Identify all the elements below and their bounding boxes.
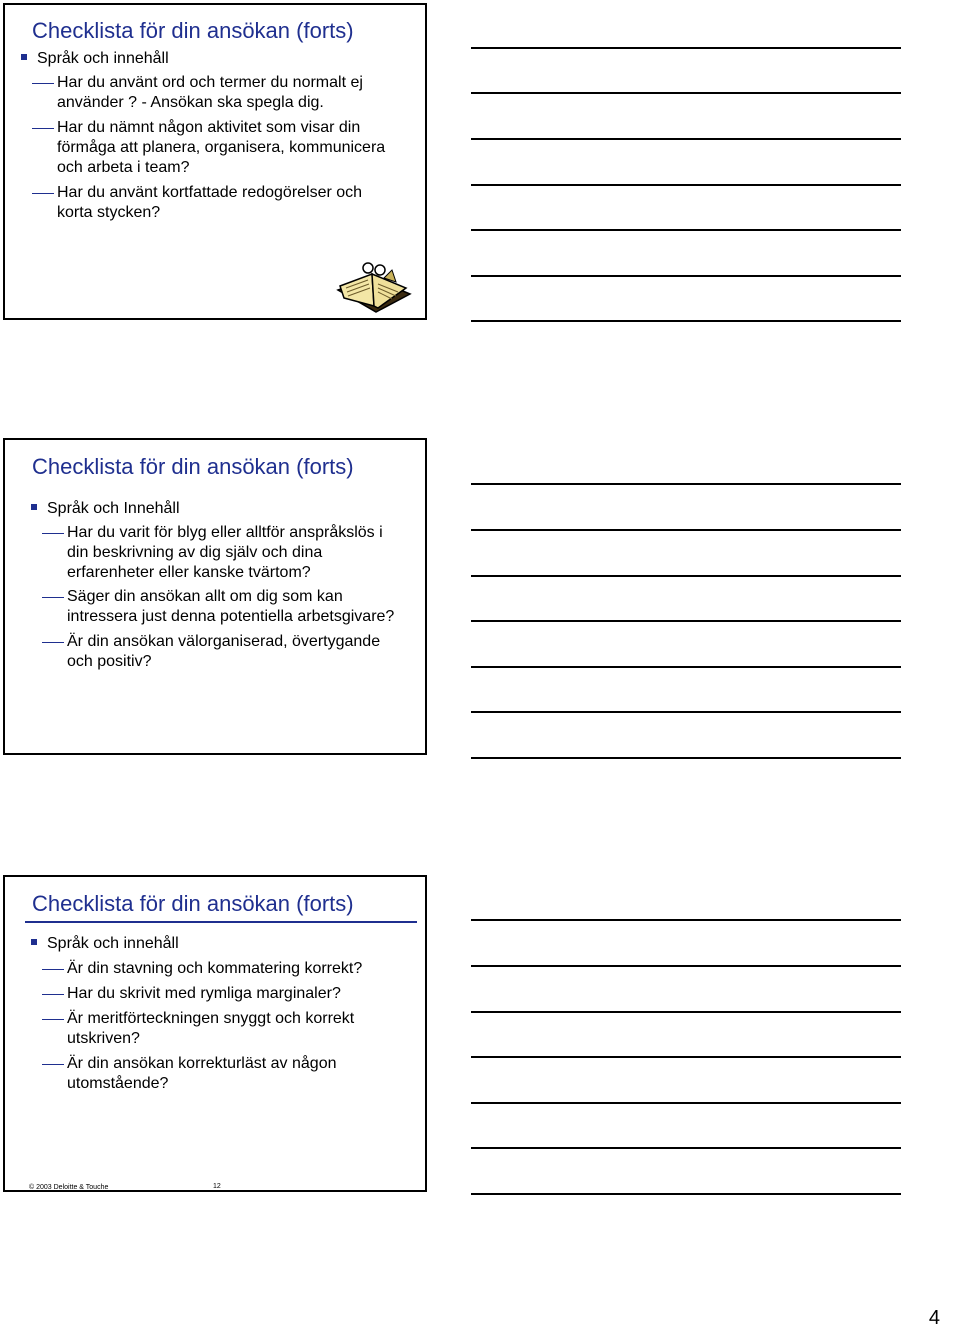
note-line: [471, 138, 901, 140]
footer-copyright: © 2003 Deloitte & Touche: [29, 1184, 109, 1191]
dash-icon: [42, 1019, 64, 1020]
slide-title: Checklista för din ansökan (forts): [32, 18, 354, 43]
dash-icon: [32, 83, 54, 84]
note-line: [471, 1056, 901, 1058]
slide-3: [3, 875, 427, 1192]
note-line: [471, 711, 901, 713]
slide-title: Checklista för din ansökan (forts): [32, 891, 354, 916]
dash-icon: [42, 597, 64, 598]
note-line: [471, 965, 901, 967]
note-line: [471, 620, 901, 622]
list-item: Är din ansökan korrekturläst av någon utomstående?: [67, 1054, 437, 1094]
note-line: [471, 184, 901, 186]
list-item: Säger din ansökan allt om dig som kan intressera just denna potentiella arbetsgivare?: [67, 587, 437, 627]
square-bullet-icon: [31, 939, 37, 945]
list-item: Har du skrivit med rymliga marginaler?: [67, 984, 437, 1004]
list-item: Har du nämnt någon aktivitet som visar din förmåga att planera, organisera, kommunicera och arbeta i team?: [57, 118, 427, 178]
note-line: [471, 1147, 901, 1149]
list-item: Är din ansökan välorganiserad, övertygande och positiv?: [67, 632, 437, 672]
slide-title: Checklista för din ansökan (forts): [32, 454, 354, 479]
dash-icon: [42, 1064, 64, 1065]
slide-number: 12: [213, 1183, 221, 1190]
dash-icon: [42, 994, 64, 995]
dash-icon: [32, 128, 54, 129]
note-line: [471, 320, 901, 322]
bullet-heading: Språk och innehåll: [31, 934, 179, 954]
note-line: [471, 229, 901, 231]
note-line: [471, 919, 901, 921]
page-number: 4: [928, 1307, 940, 1329]
note-line: [471, 757, 901, 759]
list-item: Har du använt kortfattade redogörelser och korta stycken?: [57, 183, 427, 223]
note-line: [471, 666, 901, 668]
slide-2: [3, 438, 427, 755]
open-book-icon: [334, 260, 414, 322]
note-line: [471, 275, 901, 277]
dash-icon: [42, 533, 64, 534]
list-item: Är din stavning och kommatering korrekt?: [67, 959, 437, 979]
note-line: [471, 47, 901, 49]
list-item: Är meritförteckningen snyggt och korrekt utskriven?: [67, 1009, 437, 1049]
note-line: [471, 483, 901, 485]
title-underline: [25, 921, 417, 923]
note-line: [471, 1193, 901, 1195]
note-line: [471, 529, 901, 531]
note-line: [471, 92, 901, 94]
dash-icon: [42, 969, 64, 970]
list-item: Har du varit för blyg eller alltför anspråkslös i din beskrivning av dig själv och dina erfarenheter eller kanske tvärtom?: [67, 523, 437, 583]
list-item: Har du använt ord och termer du normalt ej använder ? - Ansökan ska spegla dig.: [57, 73, 427, 113]
dash-icon: [32, 193, 54, 194]
note-line: [471, 1011, 901, 1013]
bullet-heading: Språk och Innehåll: [31, 499, 180, 519]
note-line: [471, 575, 901, 577]
dash-icon: [42, 642, 64, 643]
square-bullet-icon: [21, 54, 27, 60]
square-bullet-icon: [31, 504, 37, 510]
bullet-heading: Språk och innehåll: [21, 49, 169, 69]
note-line: [471, 1102, 901, 1104]
